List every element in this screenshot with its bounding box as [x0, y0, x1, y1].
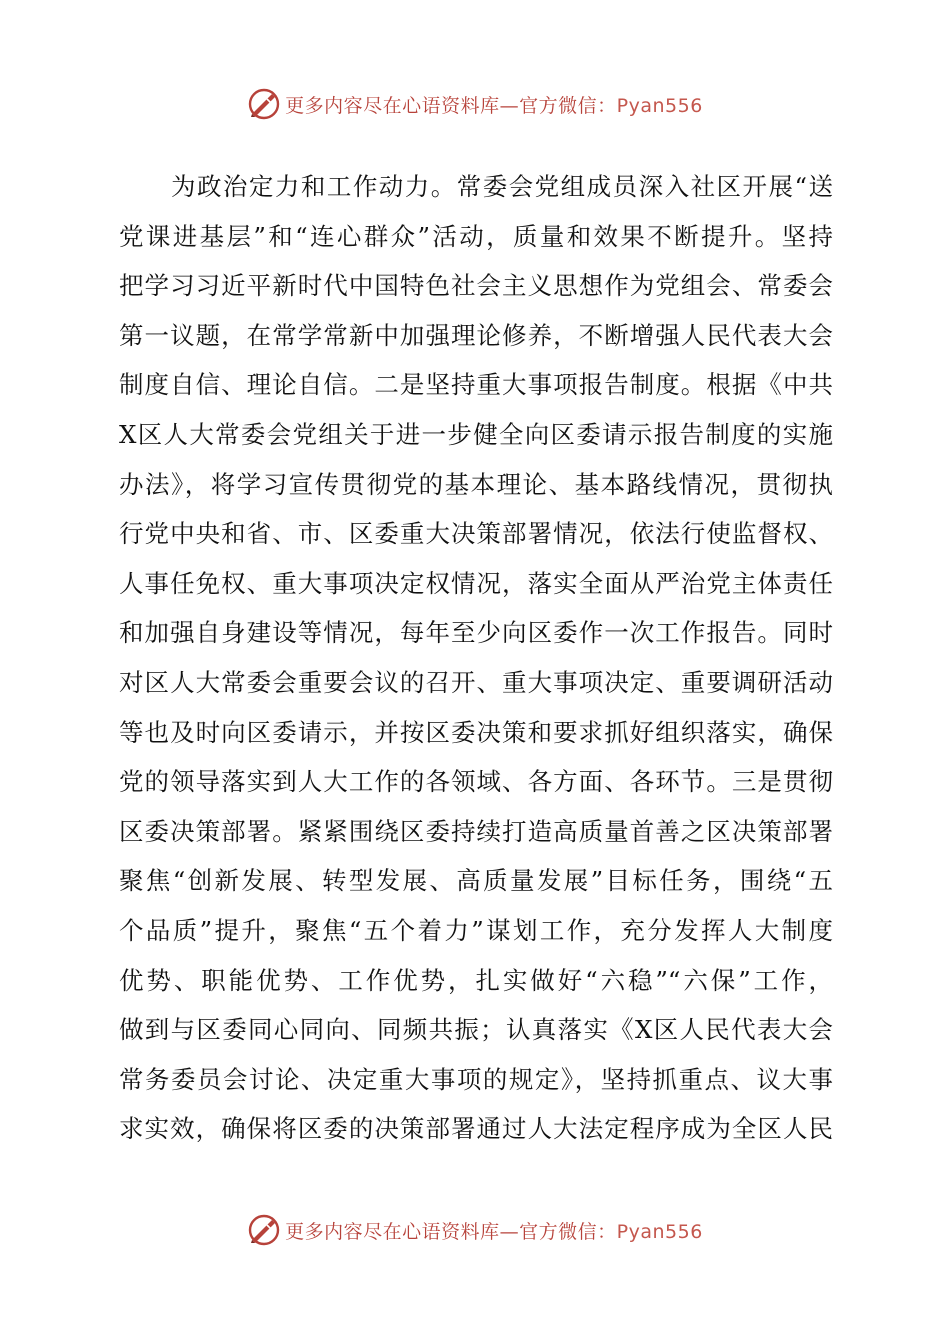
text-line: 聚焦“创新发展、转型发展、高质量发展”目标任务，围绕“五	[119, 866, 833, 896]
text-line: 区委决策部署。紧紧围绕区委持续打造高质量首善之区决策部署	[119, 816, 833, 846]
text-line: 把学习习近平新时代中国特色社会主义思想作为党组会、常委会	[119, 271, 833, 301]
text-line: 常务委员会讨论、决定重大事项的规定》，坚持抓重点、议大事	[119, 1064, 833, 1094]
text-line: 党的领导落实到人大工作的各领域、各方面、各环节。三是贯彻	[119, 767, 833, 797]
text-line: 做到与区委同心同向、同频共振；认真落实《X区人民代表大会	[119, 1015, 833, 1045]
wechat-id: Pyan556	[616, 94, 703, 117]
text-line: 求实效，确保将区委的决策部署通过人大法定程序成为全区人民	[119, 1114, 833, 1144]
banner-text: 更多内容尽在心语资料库—官方微信：Pyan556	[285, 94, 703, 117]
text-line: X区人大常委会党组关于进一步健全向区委请示报告制度的实施	[119, 419, 833, 449]
document-paragraph	[119, 162, 833, 1154]
text-line: 等也及时向区委请示，并按区委决策和要求抓好组织落实，确保	[119, 717, 833, 747]
text-line: 人事任免权、重大事项决定权情况，落实全面从严治党主体责任	[119, 568, 833, 598]
pen-logo-icon	[247, 87, 281, 121]
text-line: 和加强自身建设等情况，每年至少向区委作一次工作报告。同时	[119, 618, 833, 648]
text-line: 对区人大常委会重要会议的召开、重大事项决定、重要调研活动	[119, 667, 833, 697]
text-line: 个品质”提升，聚焦“五个着力”谋划工作，充分发挥人大制度	[119, 915, 833, 945]
footer-banner	[0, 1210, 950, 1250]
text-line: 优势、职能优势、工作优势，扎实做好“六稳”“六保”工作，	[119, 965, 833, 995]
pen-logo-icon	[247, 1213, 281, 1247]
header-banner	[0, 84, 950, 124]
wechat-id: Pyan556	[616, 1220, 703, 1243]
text-line: 行党中央和省、市、区委重大决策部署情况，依法行使监督权、	[119, 519, 833, 549]
text-line: 第一议题，在常学常新中加强理论修养，不断增强人民代表大会	[119, 320, 833, 350]
banner-text: 更多内容尽在心语资料库—官方微信：Pyan556	[285, 1220, 703, 1243]
text-line: 党课进基层”和“连心群众”活动，质量和效果不断提升。坚持	[119, 221, 833, 251]
text-line: 制度自信、理论自信。二是坚持重大事项报告制度。根据《中共	[119, 370, 833, 400]
text-line: 为政治定力和工作动力。常委会党组成员深入社区开展“送	[119, 172, 833, 201]
text-line: 办法》，将学习宣传贯彻党的基本理论、基本路线情况，贯彻执	[119, 469, 833, 499]
